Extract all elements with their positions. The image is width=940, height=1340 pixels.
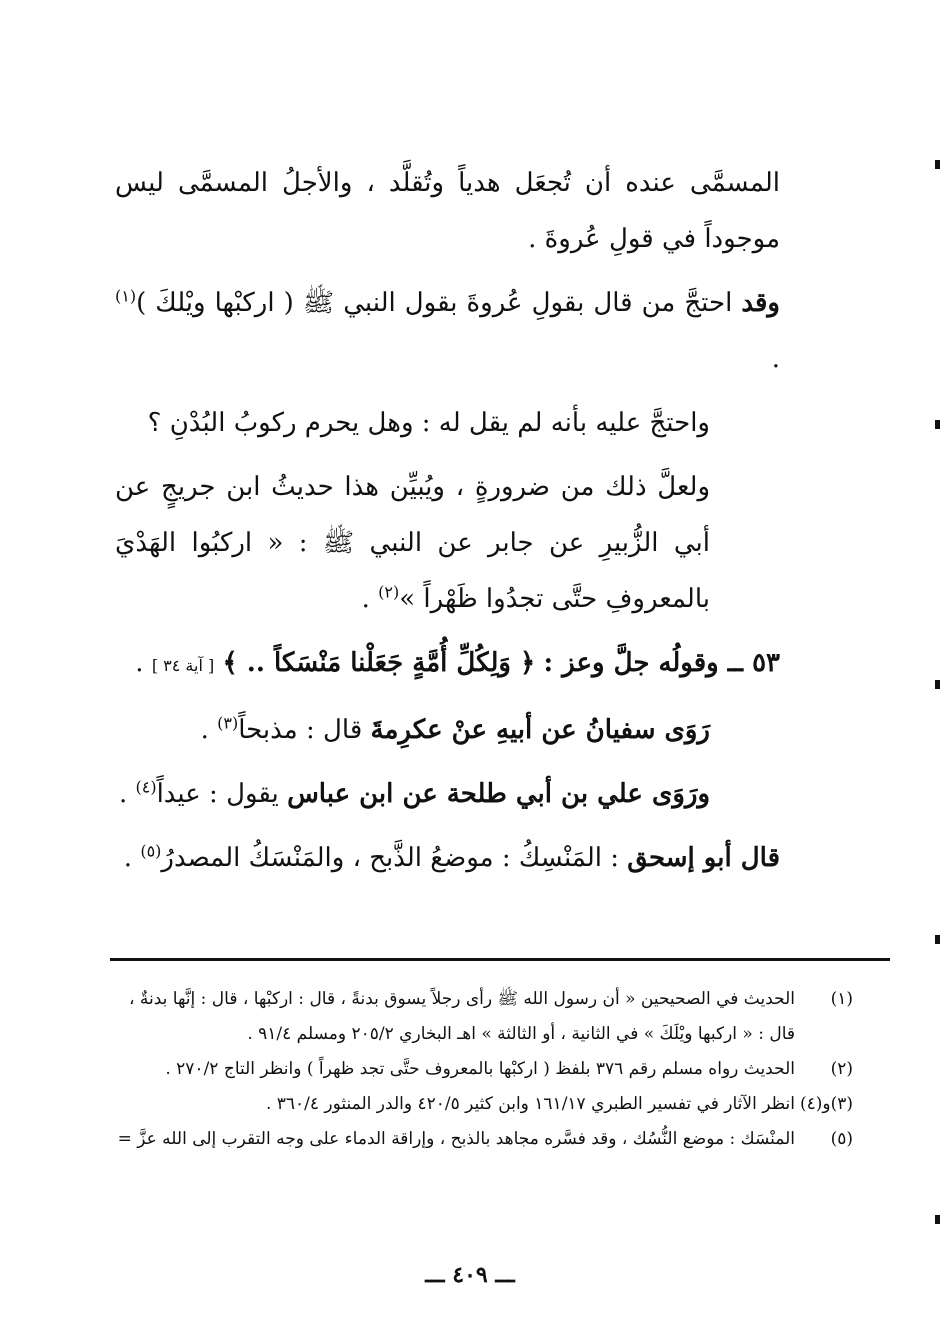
main-text xyxy=(115,155,780,894)
urwa-argument-text: احتجَّ من قال بقولِ عُروةَ بقول النبي ﷺ ( اركبْها ويْلكَ ) xyxy=(136,288,733,318)
footnote-ref-4: (٤) xyxy=(135,777,157,797)
paragraph-hadith xyxy=(115,459,780,627)
footnote-3-4 xyxy=(108,1087,853,1122)
footnote-number: (٣)و(٤) xyxy=(799,1094,853,1114)
ayah-reference: [ آية ٣٤ ] xyxy=(151,656,215,675)
footnote-text: الحديث في الصحيحين « أن رسول الله ﷺ رأى رجلاً يسوق بدنةً ، قال : اركبْها ، قال : إنَّها بدنةٌ ، قال : « اركبها ويْلَكَ » في الثانية ، أو الثالثة » اهـ البخاري ٢٠٥/٢ ومسلم ٩١/٤ . xyxy=(128,989,795,1044)
paragraph-continuation xyxy=(115,155,780,267)
abu-ishaq-bold: قال أبو إسحق xyxy=(627,843,780,873)
footnote-ref-5: (٥) xyxy=(140,841,162,861)
footnote-1 xyxy=(108,982,853,1052)
scan-edge-mark xyxy=(935,680,940,689)
narration-ibn-abbas-chain: ورَوَى علي بن أبي طلحة عن ابن عباس xyxy=(287,779,710,809)
narration-ikrima-chain: رَوَى سفيانُ عن أبيهِ عنْ عكرِمةَ xyxy=(370,715,710,745)
quran-verse: ﴿ وَلِكُلِّ أُمَّةٍ جَعَلْنا مَنْسَكاً .. ﴾ xyxy=(222,648,536,678)
counter-argument-text: واحتجَّ عليه بأنه لم يقل له : وهل يحرم ركوبُ البُدْنِ ؟ xyxy=(147,408,710,438)
abu-ishaq-definition xyxy=(115,830,780,886)
page-number: ـــ ٤٠٩ ـــ xyxy=(425,1262,515,1288)
footnote-text: المنْسَك : موضع النُّسُك ، وقد فسَّره مجاهد بالذبح ، وإراقة الدماء على وجه التقرب إلى الله عزَّ = xyxy=(117,1129,795,1149)
paragraph-urwa-argument xyxy=(115,275,780,387)
scan-edge-mark xyxy=(935,160,940,169)
narration-ikrima-text: قال : مذبحاً xyxy=(238,715,363,745)
footnote-ref-1: (١) xyxy=(115,286,137,306)
period: . xyxy=(361,584,370,614)
scan-edge-mark xyxy=(935,935,940,944)
narration-ibn-abbas xyxy=(115,766,780,822)
continuation-text: المسمَّى عنده أن تُجعَل هدياً وتُقلَّد ، والأجلُ المسمَّى ليس موجوداً في قولِ عُروةَ . xyxy=(115,168,780,254)
period: . xyxy=(200,715,209,745)
footnote-number: (٢) xyxy=(830,1059,853,1079)
section-53-heading xyxy=(115,635,780,694)
footnote-separator xyxy=(110,958,890,961)
abu-ishaq-text: : المَنْسِكُ : موضعُ الذَّبح ، والمَنْسَكُ المصدرُ xyxy=(161,843,620,873)
narration-ibn-abbas-text: يقول : عيداً xyxy=(156,779,279,809)
footnote-ref-2: (٢) xyxy=(378,582,400,602)
paragraph-counter-argument xyxy=(115,395,780,451)
hadith-text: ولعلَّ ذلك من ضرورةٍ ، ويُبيِّن هذا حديثُ ابن جريجٍ عن أبي الزُّبيرِ عن جابر عن النبي ﷺ : « اركبُوا الهَدْيَ بالمعروفِ حتَّى تجدُوا ظَهْراً » xyxy=(115,472,710,614)
waqad-bold: وقد xyxy=(741,288,780,318)
footnote-number: (٥) xyxy=(830,1129,853,1149)
period: . xyxy=(118,779,128,809)
footnotes xyxy=(108,982,853,1157)
period: . xyxy=(135,648,144,678)
section-heading: ٥٣ ــ وقولُه جلَّ وعز : xyxy=(543,648,780,678)
period: . xyxy=(771,344,780,374)
scan-edge-mark xyxy=(935,420,940,429)
footnote-ref-3: (٣) xyxy=(217,713,239,733)
footnote-2 xyxy=(108,1052,853,1087)
footnote-text: الحديث رواه مسلم رقم ٣٧٦ بلفظ ( اركبْها بالمعروف حتَّى تجد ظهراً ) وانظر التاج ٢٧٠/٢ . xyxy=(165,1059,795,1079)
footnote-text: انظر الآثار في تفسير الطبري ١٦١/١٧ وابن كثير ٤٢٠/٥ والدر المنثور ٣٦٠/٤ . xyxy=(265,1094,795,1114)
footnote-number: (١) xyxy=(830,989,853,1009)
period: . xyxy=(123,843,133,873)
scan-edge-mark xyxy=(935,1215,940,1224)
narration-ikrima xyxy=(115,702,780,758)
footnote-5 xyxy=(108,1122,853,1157)
